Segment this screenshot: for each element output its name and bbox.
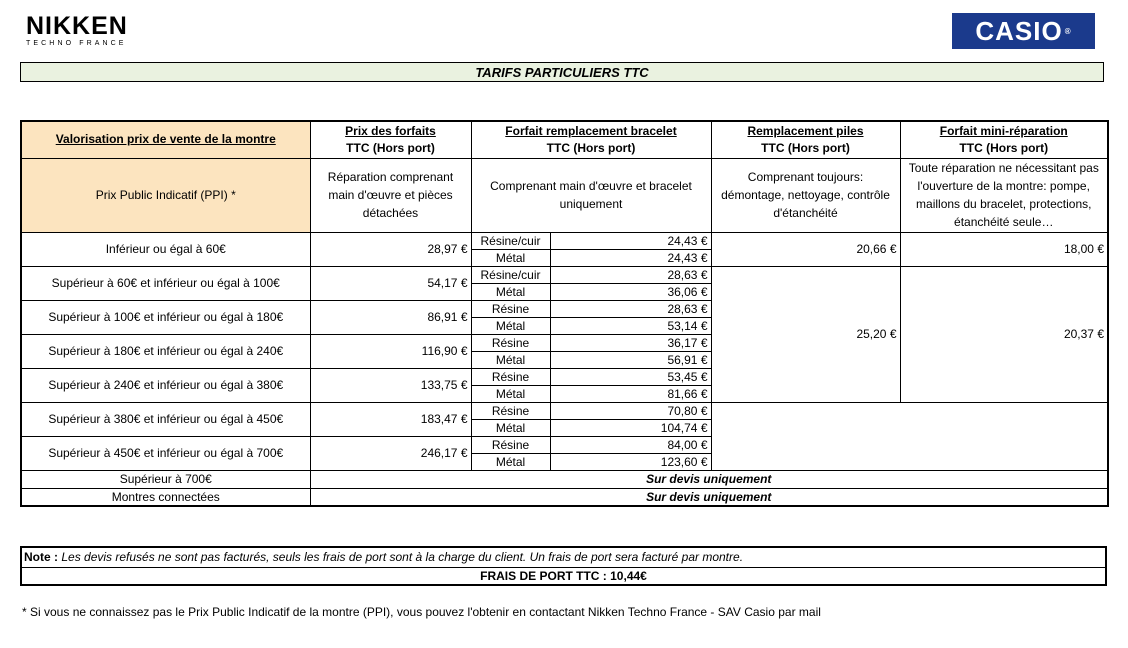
desc-bracelet: Comprenant main d'œuvre et bracelet uniquement bbox=[471, 158, 711, 232]
bracelet-price: 24,43 € bbox=[550, 232, 711, 249]
mini-price: 20,37 € bbox=[900, 266, 1108, 402]
devis-value: Sur devis uniquement bbox=[310, 488, 1108, 506]
bracelet-type: Résine/cuir bbox=[471, 266, 550, 283]
bracelet-price: 36,17 € bbox=[550, 334, 711, 351]
casio-registered-mark: ® bbox=[1064, 26, 1072, 36]
bracelet-price: 28,63 € bbox=[550, 266, 711, 283]
row-label: Supérieur à 450€ et inférieur ou égal à 700€ bbox=[21, 436, 310, 470]
note-text: Les devis refusés ne sont pas facturés, seuls les frais de port sont à la charge du client. Un frais de port sera facturé par montre. bbox=[61, 550, 744, 564]
mini-price: 18,00 € bbox=[900, 232, 1108, 266]
row-label: Montres connectées bbox=[21, 488, 310, 506]
bracelet-type: Métal bbox=[471, 419, 550, 436]
nikken-logo-text: NIKKEN bbox=[26, 12, 128, 40]
row-forfait: 28,97 € bbox=[310, 232, 471, 266]
header-row bbox=[21, 121, 1108, 158]
row-forfait: 246,17 € bbox=[310, 436, 471, 470]
bracelet-price: 56,91 € bbox=[550, 351, 711, 368]
page-title: TARIFS PARTICULIERS TTC bbox=[20, 62, 1104, 82]
desc-piles: Comprenant toujours: démontage, nettoyage, contrôle d'étanchéité bbox=[711, 158, 900, 232]
table-row bbox=[21, 470, 1108, 488]
bracelet-price: 123,60 € bbox=[550, 453, 711, 470]
devis-value: Sur devis uniquement bbox=[310, 470, 1108, 488]
bracelet-type: Résine bbox=[471, 300, 550, 317]
row-forfait: 54,17 € bbox=[310, 266, 471, 300]
bracelet-type: Métal bbox=[471, 453, 550, 470]
row-label: Inférieur ou égal à 60€ bbox=[21, 232, 310, 266]
bracelet-price: 81,66 € bbox=[550, 385, 711, 402]
table-row bbox=[21, 436, 1108, 453]
bracelet-price: 24,43 € bbox=[550, 249, 711, 266]
row-forfait: 133,75 € bbox=[310, 368, 471, 402]
bracelet-type: Résine/cuir bbox=[471, 232, 550, 249]
bracelet-type: Métal bbox=[471, 385, 550, 402]
casio-logo bbox=[952, 13, 1095, 49]
shipping-cost: FRAIS DE PORT TTC : 10,44€ bbox=[480, 569, 647, 583]
bracelet-type: Métal bbox=[471, 317, 550, 334]
note-box bbox=[20, 546, 1107, 586]
bracelet-price: 28,63 € bbox=[550, 300, 711, 317]
table-row bbox=[21, 266, 1108, 283]
bracelet-type: Résine bbox=[471, 368, 550, 385]
desc-mini-reparation: Toute réparation ne nécessitant pas l'ouverture de la montre: pompe, maillons du bracelet, protections, étanchéité seule… bbox=[900, 158, 1108, 232]
bracelet-price: 70,80 € bbox=[550, 402, 711, 419]
bracelet-price: 36,06 € bbox=[550, 283, 711, 300]
row-forfait: 183,47 € bbox=[310, 402, 471, 436]
row-forfait: 116,90 € bbox=[310, 334, 471, 368]
row-forfait: 86,91 € bbox=[310, 300, 471, 334]
row-label: Supérieur à 100€ et inférieur ou égal à 180€ bbox=[21, 300, 310, 334]
pricing-table bbox=[20, 120, 1109, 507]
nikken-logo bbox=[26, 13, 146, 47]
table-row bbox=[21, 232, 1108, 249]
row-label: Supérieur à 60€ et inférieur ou égal à 100€ bbox=[21, 266, 310, 300]
table-row bbox=[21, 488, 1108, 506]
row-label: Supérieur à 380€ et inférieur ou égal à 450€ bbox=[21, 402, 310, 436]
bracelet-type: Résine bbox=[471, 334, 550, 351]
header-mini-reparation: Forfait mini-réparation TTC (Hors port) bbox=[900, 121, 1108, 158]
header-forfaits: Prix des forfaits TTC (Hors port) bbox=[310, 121, 471, 158]
bracelet-type: Résine bbox=[471, 436, 550, 453]
piles-price: 20,66 € bbox=[711, 232, 900, 266]
row-label: Supérieur à 180€ et inférieur ou égal à 240€ bbox=[21, 334, 310, 368]
desc-ppi: Prix Public Indicatif (PPI) * bbox=[21, 158, 310, 232]
header-valorisation: Valorisation prix de vente de la montre bbox=[21, 121, 310, 158]
note-line bbox=[22, 548, 1105, 568]
description-row bbox=[21, 158, 1108, 232]
header-bracelet: Forfait remplacement bracelet TTC (Hors port) bbox=[471, 121, 711, 158]
header-piles: Remplacement piles TTC (Hors port) bbox=[711, 121, 900, 158]
bracelet-type: Résine bbox=[471, 402, 550, 419]
footnote: * Si vous ne connaissez pas le Prix Public Indicatif de la montre (PPI), vous pouvez l'obtenir en contactant Nikken Techno France - SAV Casio par mail bbox=[22, 605, 821, 619]
bracelet-type: Métal bbox=[471, 351, 550, 368]
bracelet-type: Métal bbox=[471, 249, 550, 266]
note-label: Note : bbox=[24, 550, 58, 564]
casio-logo-text: CASIO bbox=[975, 15, 1063, 46]
desc-forfaits: Réparation comprenant main d'œuvre et pièces détachées bbox=[310, 158, 471, 232]
bracelet-type: Métal bbox=[471, 283, 550, 300]
nikken-logo-subtext: TECHNO FRANCE bbox=[26, 40, 127, 47]
bracelet-price: 104,74 € bbox=[550, 419, 711, 436]
bracelet-price: 53,14 € bbox=[550, 317, 711, 334]
bracelet-price: 84,00 € bbox=[550, 436, 711, 453]
row-label: Supérieur à 240€ et inférieur ou égal à 380€ bbox=[21, 368, 310, 402]
bracelet-price: 53,45 € bbox=[550, 368, 711, 385]
table-row bbox=[21, 402, 1108, 419]
piles-price: 25,20 € bbox=[711, 266, 900, 402]
row-label: Supérieur à 700€ bbox=[21, 470, 310, 488]
